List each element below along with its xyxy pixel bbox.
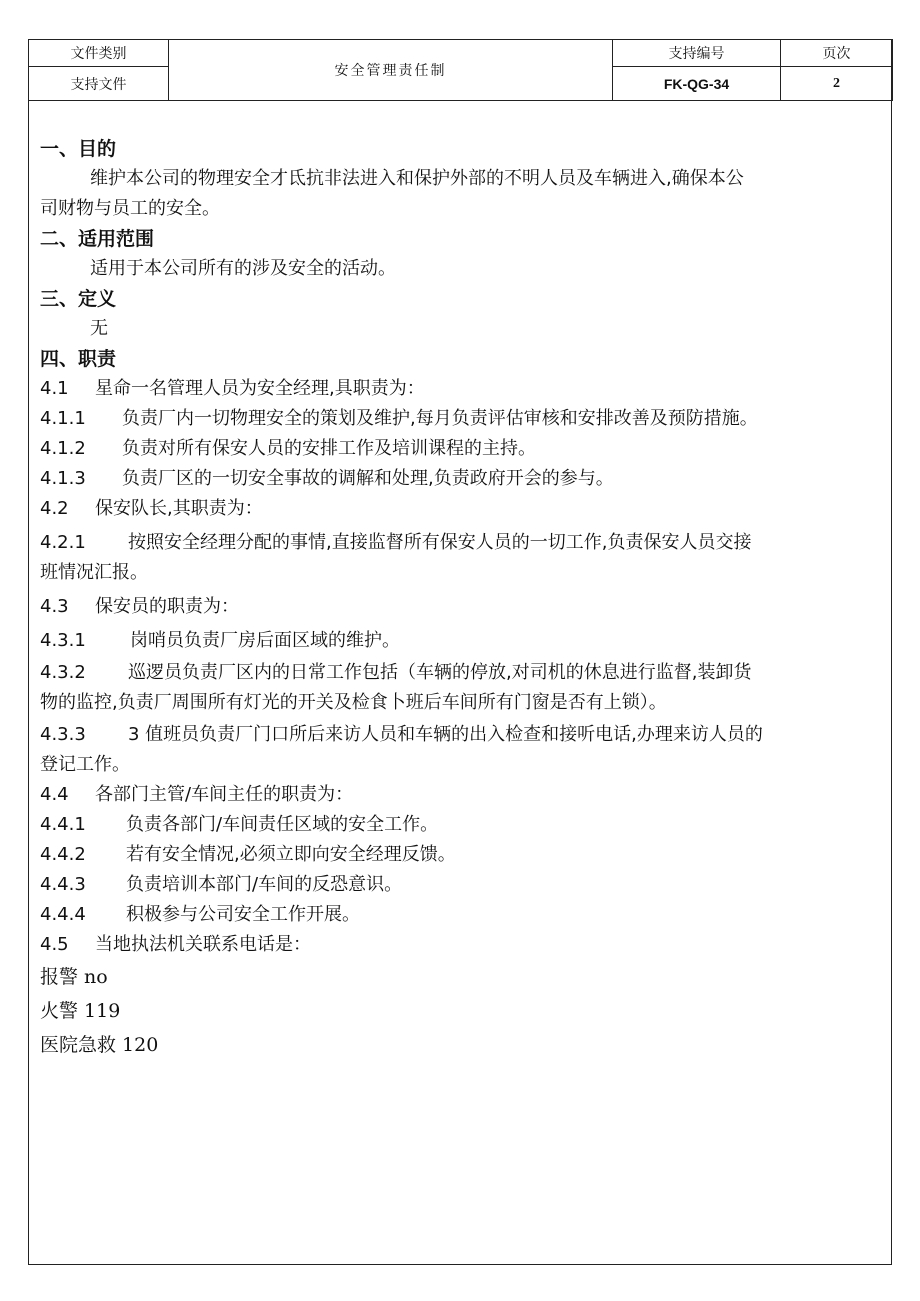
item-number: 4.4.2 bbox=[40, 844, 86, 865]
item-number: 4.1.1 bbox=[40, 408, 86, 429]
item-number: 4.1.2 bbox=[40, 438, 86, 459]
item-number: 4.3 bbox=[40, 596, 69, 617]
list-item bbox=[40, 810, 885, 840]
item-text-cont: 班情况汇报。 bbox=[40, 562, 148, 583]
document-code: FK-QG-34 bbox=[613, 67, 781, 101]
category-value: 支持文件 bbox=[29, 67, 169, 101]
list-item bbox=[40, 434, 885, 464]
item-number: 4.3.1 bbox=[40, 630, 86, 651]
list-item bbox=[40, 658, 885, 688]
item-number: 4.5 bbox=[40, 934, 69, 955]
list-item bbox=[40, 464, 885, 494]
list-item bbox=[40, 840, 885, 870]
list-item bbox=[40, 626, 885, 656]
section-body-purpose-cont: 司财物与员工的安全。 bbox=[40, 198, 220, 219]
contact-police: 报警 no bbox=[40, 966, 108, 988]
item-number: 4.2 bbox=[40, 498, 69, 519]
item-text: 各部门主管/车间主任的职责为： bbox=[95, 784, 354, 805]
list-item bbox=[40, 930, 885, 960]
section-body-definition: 无 bbox=[90, 318, 108, 339]
list-item bbox=[40, 374, 885, 404]
section-body-purpose: 维护本公司的物理安全才氐抗非法进入和保护外部的不明人员及车辆进入,确保本公 bbox=[90, 168, 744, 189]
item-number: 4.3.2 bbox=[40, 662, 86, 683]
item-number: 4.4.4 bbox=[40, 904, 86, 925]
item-text: 当地执法机关联系电话是： bbox=[95, 934, 311, 955]
document-header-table bbox=[28, 39, 893, 101]
item-number: 4.4 bbox=[40, 784, 69, 805]
item-text: 负责各部门/车间责任区域的安全工作。 bbox=[126, 814, 439, 835]
item-number: 4.1.3 bbox=[40, 468, 86, 489]
item-text: 负责培训本部门/车间的反恐意识。 bbox=[126, 874, 403, 895]
item-text: 若有安全情况,必须立即向安全经理反馈。 bbox=[126, 844, 456, 865]
item-text: 3 值班员负责厂门口所后来访人员和车辆的出入检查和接听电话,办理来访人员的 bbox=[128, 724, 763, 745]
section-body-scope: 适用于本公司所有的涉及安全的活动。 bbox=[90, 258, 396, 279]
code-label: 支持编号 bbox=[613, 40, 781, 67]
item-text: 负责厂内一切物理安全的策划及维护,每月负责评估审核和安排改善及预防措施。 bbox=[122, 408, 758, 429]
section-heading-scope: 二、适用范围 bbox=[40, 228, 155, 250]
item-text: 负责对所有保安人员的安排工作及培训课程的主持。 bbox=[122, 438, 536, 459]
list-item bbox=[40, 870, 885, 900]
item-text: 积极参与公司安全工作开展。 bbox=[126, 904, 360, 925]
section-heading-definition: 三、定义 bbox=[40, 288, 117, 310]
item-text: 按照安全经理分配的事情,直接监督所有保安人员的一切工作,负责保安人员交接 bbox=[128, 532, 752, 553]
item-text: 保安队长,其职责为： bbox=[95, 498, 263, 519]
item-number: 4.4.1 bbox=[40, 814, 86, 835]
list-item bbox=[40, 404, 885, 434]
list-item bbox=[40, 528, 885, 558]
document-title: 安全管理责任制 bbox=[169, 40, 613, 101]
item-number: 4.3.3 bbox=[40, 724, 86, 745]
contact-fire: 火警 119 bbox=[40, 1000, 121, 1022]
item-text-cont: 物的监控,负责厂周围所有灯光的开关及检食卜班后车间所有门窗是否有上锁）。 bbox=[40, 692, 667, 713]
section-heading-purpose: 一、目的 bbox=[40, 138, 117, 160]
page-number: 2 bbox=[781, 67, 893, 101]
section-heading-duties: 四、职责 bbox=[40, 348, 117, 370]
item-text: 保安员的职责为： bbox=[95, 596, 239, 617]
page-label: 页次 bbox=[781, 40, 893, 67]
list-item bbox=[40, 494, 885, 524]
item-text: 岗哨员负责厂房后面区域的维护。 bbox=[130, 630, 400, 651]
document-body bbox=[40, 134, 885, 1062]
contact-ambulance: 医院急救 120 bbox=[40, 1034, 159, 1056]
list-item bbox=[40, 900, 885, 930]
item-number: 4.2.1 bbox=[40, 532, 86, 553]
item-text: 负责厂区的一切安全事故的调解和处理,负责政府开会的参与。 bbox=[122, 468, 614, 489]
item-number: 4.4.3 bbox=[40, 874, 86, 895]
category-label: 文件类别 bbox=[29, 40, 169, 67]
item-text: 巡逻员负责厂区内的日常工作包括（车辆的停放,对司机的休息进行监督,装卸货 bbox=[128, 662, 752, 683]
item-text: 星命一名管理人员为安全经理,具职责为： bbox=[95, 378, 425, 399]
item-number: 4.1 bbox=[40, 378, 69, 399]
item-text-cont: 登记工作。 bbox=[40, 754, 130, 775]
list-item bbox=[40, 720, 885, 750]
list-item bbox=[40, 780, 885, 810]
list-item bbox=[40, 592, 885, 622]
